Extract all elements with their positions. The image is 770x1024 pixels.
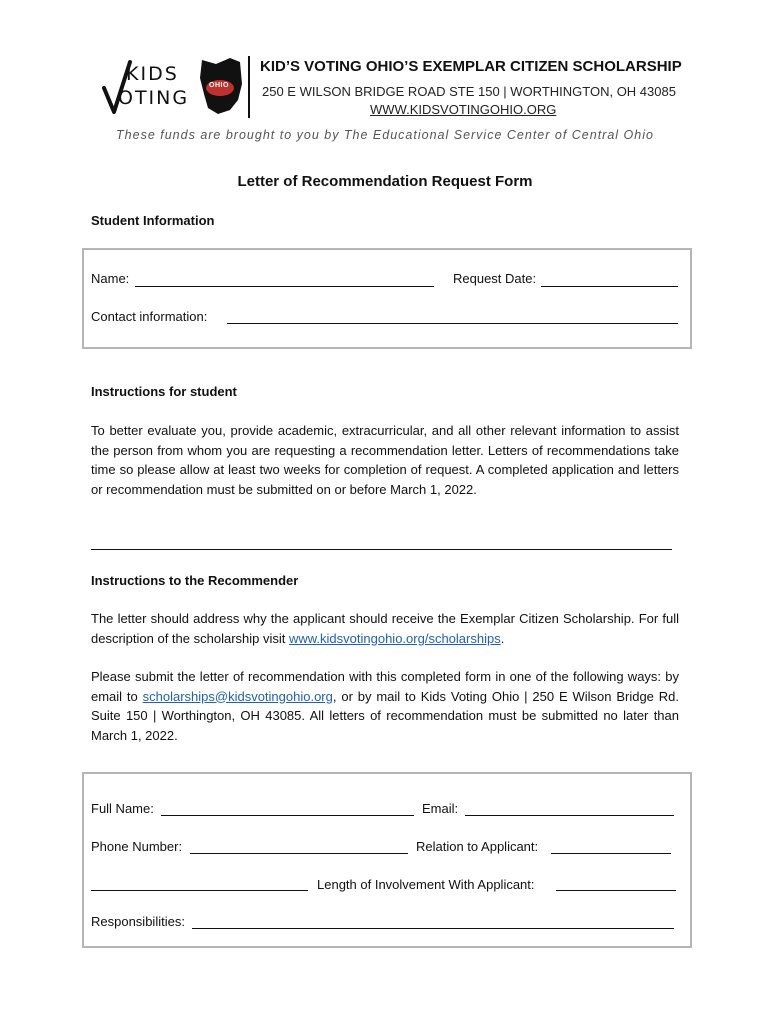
- recommender-instructions-para1: [91, 609, 679, 648]
- request-date-label: Request Date:: [453, 271, 537, 286]
- student-instructions-text: To better evaluate you, provide academic, extracurricular, and all other relevant information to assist the person from whom you are requesting a recommendation letter. Letters of recommendations take time so please allow at least two weeks for completion of request. A completed application and letters or recommendation must be submitted on or before March 1, 2022.: [91, 423, 679, 497]
- contact-info-label: Contact information:: [91, 309, 208, 324]
- org-website-link[interactable]: WWW.KIDSVOTINGOHIO.ORG: [370, 102, 557, 117]
- form-title: Letter of Recommendation Request Form: [237, 173, 533, 190]
- para2-start: Please submit the letter of recommendation with this completed form in one of the following ways: by email to: [91, 669, 679, 704]
- request-date-field[interactable]: [541, 286, 678, 287]
- contact-info-field[interactable]: [227, 323, 678, 324]
- responsibilities-label: Responsibilities:: [91, 914, 185, 929]
- org-address: 250 E WILSON BRIDGE ROAD STE 150 | WORTHINGTON, OH 43085: [262, 84, 676, 99]
- scholarships-link[interactable]: www.kidsvotingohio.org/scholarships: [288, 630, 501, 646]
- length-involvement-field[interactable]: [556, 890, 676, 891]
- para1-end: .: [500, 630, 505, 646]
- logo-ohio-text: OHIO: [209, 82, 229, 89]
- relation-field[interactable]: [551, 853, 671, 854]
- recommender-instructions-para2: [91, 667, 679, 745]
- student-info-heading: Student Information: [91, 213, 215, 228]
- relation-label: Relation to Applicant:: [416, 839, 539, 854]
- email-label: Email:: [422, 801, 459, 816]
- full-name-field[interactable]: [161, 815, 414, 816]
- phone-label: Phone Number:: [91, 839, 183, 854]
- recommender-instructions-heading: Instructions to the Recommender: [91, 573, 299, 588]
- name-label: Name:: [91, 271, 130, 286]
- para2-end: , or by mail to Kids Voting Ohio | 250 E Wilson Bridge Rd. Suite 150 | Worthington, OH 43085. All letters of recommendation must be submitted no later than March 1, 2022.: [91, 688, 679, 743]
- logo-kids-text: KIDS: [126, 63, 179, 85]
- student-instructions-heading: Instructions for student: [91, 384, 237, 399]
- para1-text: The letter should address why the applicant should receive the Exemplar Citizen Scholarship. For full description of the scholarship visit: [91, 611, 679, 646]
- student-info-box: [82, 248, 692, 349]
- length-involvement-label: Length of Involvement With Applicant:: [317, 877, 535, 892]
- full-name-label: Full Name:: [91, 801, 154, 816]
- logo-voting-text: OTING: [118, 87, 190, 109]
- header-divider: [248, 56, 250, 118]
- responsibilities-field[interactable]: [192, 928, 674, 929]
- recommender-extra-field[interactable]: [91, 890, 308, 891]
- name-field[interactable]: [135, 286, 434, 287]
- funding-note: These funds are brought to you by The Educational Service Center of Central Ohio: [116, 128, 654, 142]
- section-divider: [91, 549, 672, 550]
- email-field[interactable]: [465, 815, 674, 816]
- org-name: KID’S VOTING OHIO’S EXEMPLAR CITIZEN SCHOLARSHIP: [260, 58, 682, 75]
- scholarships-email-link[interactable]: scholarships@kidsvotingohio.org: [142, 688, 333, 704]
- phone-field[interactable]: [190, 853, 408, 854]
